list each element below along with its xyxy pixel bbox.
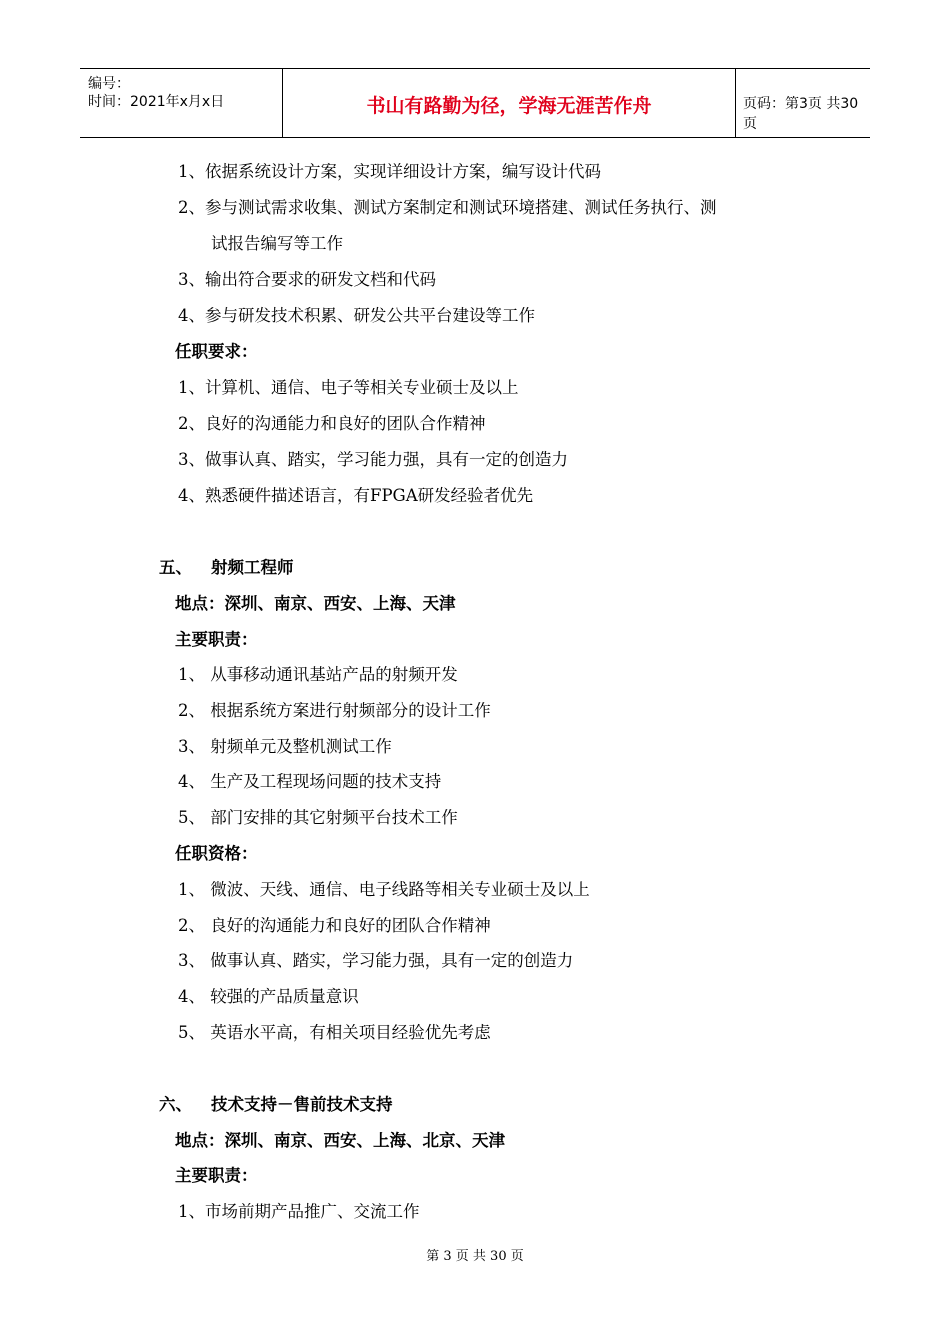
- section-5-location: 地点：深圳、南京、西安、上海、天津: [175, 594, 456, 613]
- duty-item: 4、参与研发技术积累、研发公共平台建设等工作: [178, 306, 535, 325]
- page-header: [80, 68, 870, 138]
- section-6-duty-item: 1、市场前期产品推广、交流工作: [178, 1202, 420, 1221]
- duty-item-continuation: 试报告编写等工作: [211, 234, 343, 253]
- header-motto-cell: [282, 69, 736, 137]
- section-6-location: 地点：深圳、南京、西安、上海、北京、天津: [175, 1131, 505, 1150]
- section-5-duty-item: 2、 根据系统方案进行射频部分的设计工作: [178, 701, 491, 720]
- section-5-qualification-item: 5、 英语水平高，有相关项目经验优先考虑: [178, 1023, 491, 1042]
- header-motto: 书山有路勤为径，学海无涯苦作舟: [366, 95, 652, 117]
- document-time-label: 时间：2021年x月x日: [88, 94, 225, 110]
- section-5-qualification-item: 2、 良好的沟通能力和良好的团队合作精神: [178, 916, 491, 935]
- requirement-item: 2、良好的沟通能力和良好的团队合作精神: [178, 414, 486, 433]
- header-left-cell: [80, 69, 282, 137]
- duty-item: 2、参与测试需求收集、测试方案制定和测试环境搭建、测试任务执行、测: [178, 198, 717, 217]
- requirement-item: 3、做事认真、踏实，学习能力强，具有一定的创造力: [178, 450, 568, 469]
- section-6-title: 技术支持－售前技术支持: [211, 1095, 393, 1114]
- section-5-duty-heading: 主要职责：: [175, 630, 258, 649]
- requirement-item: 1、计算机、通信、电子等相关专业硕士及以上: [178, 378, 519, 397]
- section-6-number: 六、: [159, 1095, 192, 1114]
- section-5-number: 五、: [159, 558, 192, 577]
- duty-item: 3、输出符合要求的研发文档和代码: [178, 270, 436, 289]
- section-5-qualification-heading: 任职资格：: [175, 844, 258, 863]
- section-5-duty-item: 4、 生产及工程现场问题的技术支持: [178, 772, 442, 791]
- requirements-heading: 任职要求：: [175, 342, 258, 361]
- header-page-cell: [735, 69, 870, 137]
- section-5-title: 射频工程师: [211, 558, 294, 577]
- header-page-label: 页码：第3页 共30页: [743, 96, 859, 132]
- section-5-qualification-item: 3、 做事认真、踏实，学习能力强，具有一定的创造力: [178, 951, 574, 970]
- page-footer: 第 3 页 共 30 页: [426, 1249, 524, 1264]
- section-5-qualification-item: 4、 较强的产品质量意识: [178, 987, 359, 1006]
- section-6-duty-heading: 主要职责：: [175, 1166, 258, 1185]
- requirement-item: 4、熟悉硬件描述语言，有FPGA研发经验者优先: [178, 486, 534, 505]
- section-5-duty-item: 3、 射频单元及整机测试工作: [178, 737, 392, 756]
- document-number-label: 编号：: [88, 76, 130, 92]
- duty-item: 1、依据系统设计方案，实现详细设计方案，编写设计代码: [178, 162, 601, 181]
- section-5-duty-item: 1、 从事移动通讯基站产品的射频开发: [178, 665, 458, 684]
- section-5-qualification-item: 1、 微波、天线、通信、电子线路等相关专业硕士及以上: [178, 880, 590, 899]
- section-5-duty-item: 5、 部门安排的其它射频平台技术工作: [178, 808, 458, 827]
